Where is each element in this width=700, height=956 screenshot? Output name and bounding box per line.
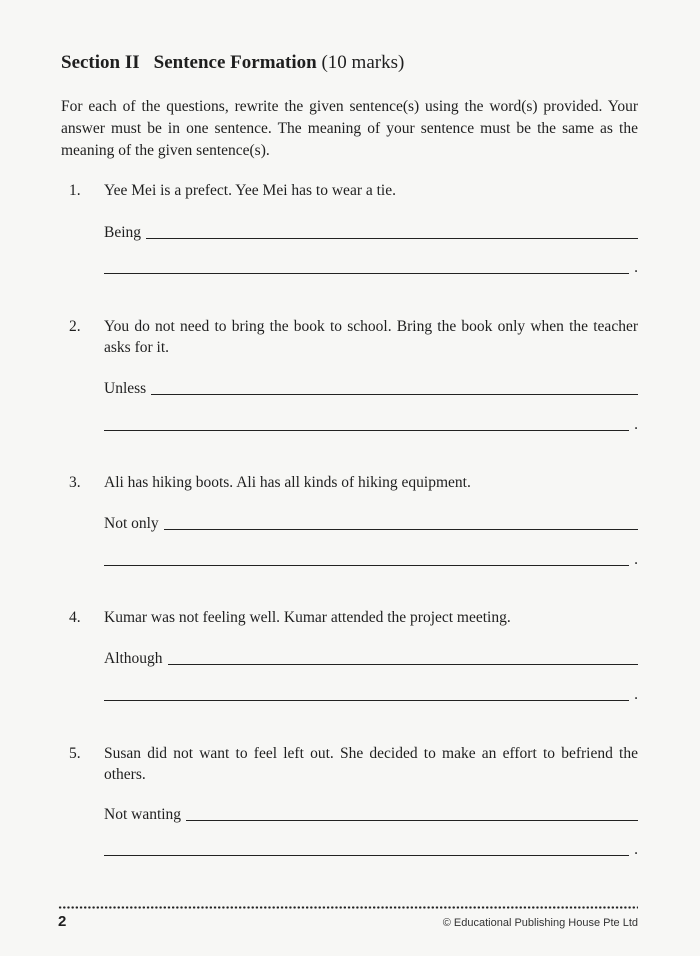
page-number: 2 bbox=[58, 913, 67, 930]
question-text: You do not need to bring the book to school. Bring the book only when the teacher asks for it. bbox=[104, 318, 638, 356]
question-number: 1. bbox=[69, 182, 81, 199]
answer-rule bbox=[104, 855, 629, 856]
answer-line-2[interactable] bbox=[104, 839, 638, 860]
answer-starter: Not only bbox=[104, 515, 159, 532]
answer-rule bbox=[168, 664, 638, 665]
section-name: Sentence Formation bbox=[153, 52, 317, 73]
answer-line-1[interactable] bbox=[104, 648, 638, 669]
answer-starter: Although bbox=[104, 650, 163, 667]
question-number: 5. bbox=[69, 745, 81, 762]
section-marks: (10 marks) bbox=[321, 52, 405, 73]
answer-period: . bbox=[634, 259, 638, 276]
answer-rule bbox=[151, 394, 638, 395]
answer-line-2[interactable] bbox=[104, 549, 638, 570]
question-number: 3. bbox=[69, 474, 81, 491]
answer-line-2[interactable] bbox=[104, 257, 638, 278]
answer-line-2[interactable] bbox=[104, 414, 638, 435]
answer-rule bbox=[164, 529, 638, 530]
answer-line-1[interactable] bbox=[104, 378, 638, 399]
footer-dotted-rule bbox=[58, 906, 638, 909]
answer-line-2[interactable] bbox=[104, 684, 638, 705]
answer-line-1[interactable] bbox=[104, 513, 638, 534]
answer-starter: Not wanting bbox=[104, 806, 182, 823]
answer-period: . bbox=[634, 551, 638, 568]
answer-rule bbox=[104, 430, 629, 431]
section-title bbox=[61, 52, 404, 74]
answer-rule bbox=[146, 238, 638, 239]
question-text: Yee Mei is a prefect. Yee Mei has to wear a tie. bbox=[104, 182, 396, 199]
question-number: 4. bbox=[69, 609, 81, 626]
answer-rule bbox=[186, 820, 638, 821]
answer-line-1[interactable] bbox=[104, 222, 638, 243]
answer-rule bbox=[104, 700, 629, 701]
answer-period: . bbox=[634, 686, 638, 703]
instructions: For each of the questions, rewrite the given sentence(s) using the word(s) provided. Your answer must be in one sentence. The meaning of your sentence must be the same as the meaning of the given sentence(s). bbox=[61, 98, 638, 159]
answer-period: . bbox=[634, 416, 638, 433]
question-number: 2. bbox=[69, 318, 81, 335]
question-text: Susan did not want to feel left out. She decided to make an effort to befriend the others. bbox=[104, 745, 638, 783]
answer-period: . bbox=[634, 841, 638, 858]
question-text: Ali has hiking boots. Ali has all kinds of hiking equipment. bbox=[104, 474, 471, 491]
answer-rule bbox=[104, 565, 629, 566]
question-text: Kumar was not feeling well. Kumar attended the project meeting. bbox=[104, 609, 511, 626]
answer-rule bbox=[104, 273, 629, 274]
answer-starter: Unless bbox=[104, 380, 147, 397]
answer-line-1[interactable] bbox=[104, 804, 638, 825]
answer-starter: Being bbox=[104, 224, 142, 241]
copyright-notice: © Educational Publishing House Pte Ltd bbox=[442, 917, 638, 929]
section-label: Section II bbox=[61, 52, 140, 73]
